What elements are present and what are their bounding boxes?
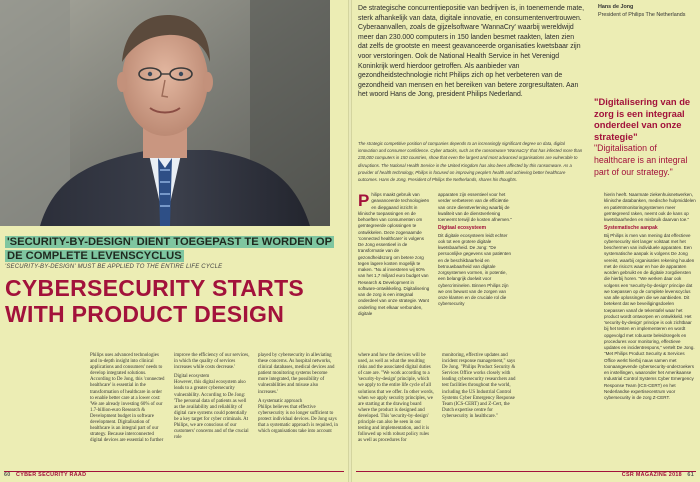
paragraph: played by cybersecurity in alleviating these concerns. As hospital networks, clinical databases, medical devices and patient monitoring systems become more integrated, the possibility of vulnerabilities and misuse also increases.' <box>258 353 335 395</box>
intro-paragraph-english: The strategic competitive position of companies depends to an increasingly significant degree on data, digital innovation and consumer confidence. Cyber attacks, such as the ransomware 'WannaCry' that has infected more than 230,000 computers in 150 countries, show that even the largest and most advanced organisations are vulnerable to disruptions. The National Health Service in the United Kingdom has also been affected by this ransomware. As a provider of health technology, Philips is focused on improving people's health and achieving better healthcare outcomes. Hans de Jong, President of Philips the Netherlands, shares his thoughts. <box>358 141 583 183</box>
article-headline: CYBERSECURITY STARTS WITH PRODUCT DESIGN <box>5 275 305 327</box>
byline-role: President of Philips The Netherlands <box>598 12 686 18</box>
paragraph: where and how the devices will be used, as well as what the resulting risks and the associated digital duties of care are. "We work according to a 'security-by-design' principle, which we apply to the entire life cycle of all solutions that we offer. In other words, when we apply security principles, we are starting at the drawing board where the product is designed and developed. This 'security-by-design' principle can also be seen in our testing and implementation, and it is followed up with robust policy rules as well as procedures for <box>358 353 434 444</box>
dutch-column-3 <box>604 192 696 403</box>
magazine-name: CSR MAGAZINE 2018 <box>621 472 682 478</box>
drop-cap: P <box>358 191 370 210</box>
left-page <box>0 0 348 482</box>
pull-quote <box>594 96 694 178</box>
subheading-systematic-approach: Systematische aanpak <box>604 225 658 232</box>
right-page <box>352 0 700 482</box>
paragraph: apparaten zijn essentieel voor het verder verbeteren van de efficiëntie van onze dienstverlening waarbij de kwaliteit van de dienstverlening toeneemt terwijl de kosten afnemen." <box>438 192 512 222</box>
folio-right <box>622 472 694 478</box>
english-column-2 <box>174 353 250 444</box>
paragraph: Bij Philips is men van mening dat effectieve cybersecurity niet langer volstaat met het beschermen van individuele apparaten. Een systematische aanpak is volgens De Jong vereist, waarbij organisaties rekening houden met de risico's waar en hoe de apparaten worden gebruikt en de digitale zorgdiensten die hierbij horen. "We werken daar ook volgens een 'security-by-design' principe dat we toepassen op de complete levenscyclus van alle oplossingen die we aanbieden. Dit betekent dat we beveiligingsdoelen toepassen vanaf de tekentafel waar het product wordt ontworpen en ontwikkeld. Het 'security-by-design' principe is ook zichtbaar bij het testen en implementeren en wordt opgevolgd met robuuste beleidsregels en procedures voor monitoring, effectieve updates en incidentrespons," vertelt De Jong. "Met Philips Product Security & Services Office werkt hierbij nauw samen met toonaangevende cybersecurity-onderzoekers en instellingen, waaronder het Amerikaanse Industrial Control Systems Cyber Emergency Response Team (ICS-CERT) en het Nederlandse expertisecentrum voor cybersecurity in de zorg Z-CERT. <box>604 232 695 400</box>
dutch-column-1 <box>358 192 430 319</box>
portrait-illustration <box>0 0 330 226</box>
dutch-column-2 <box>438 192 514 310</box>
paragraph: Digital ecosystem However, this digital ecosystem also leads to a greater cybersecurity vulnerability. According to De Jong: 'The personal data of patients as well as the availability and reliability of digital care systems could potentially be a key target for cyber criminals. At Philips, we are conscious of our customers' concerns and of the crucial role <box>174 374 249 441</box>
kicker-text: 'SECURITY-BY-DESIGN' DIENT TOEGEPAST TE WORDEN OP DE COMPLETE LEVENSCYCLUS <box>7 236 333 262</box>
english-column-3 <box>258 353 338 438</box>
english-column-5 <box>442 353 518 423</box>
paragraph: A systematic approach Philips believes that effective cybersecurity is no longer sufficient to protect individual devices. De Jong says that a systematic approach is required, in which organisations take into account <box>258 398 338 435</box>
paragraph: hierin heeft. Naarmate ziekenhuisnetwerken, klinische databanken, medische hulpmiddelen en patiëntmonitoringsystemen meer geïntegreerd raken, neemt ook de kans op kwetsbaarheden en misbruik daarvan toe." <box>604 192 696 222</box>
kicker-english: 'SECURITY-BY-DESIGN' MUST BE APPLIED TO THE ENTIRE LIFE CYCLE <box>5 264 223 270</box>
page-number: 61 <box>687 472 694 478</box>
magazine-name: CYBER SECURITY RAAD <box>16 472 87 478</box>
byline-name: Hans de Jong <box>598 4 634 10</box>
paragraph: Philips uses advanced technologies and in-depth insight into clinical applications and consumers' needs to develop integrated solutions. According to De Jong, this 'connected healthcare' is essential in the transformation of healthcare in order to enable better care at a lower cost: 'We are already investing 60% of our 1.7-billion-euro Research & Development budget in software development. Digitalisation of healthcare is an integral part of our strategy. Because interconnected digital devices are essential to further <box>90 353 165 444</box>
english-column-4 <box>358 353 434 447</box>
subheading-digital-ecosystem: Digitaal ecosysteem <box>438 225 487 232</box>
kicker-dutch <box>5 236 335 263</box>
page-number: 60 <box>4 472 11 478</box>
paragraph-text: hilips maakt gebruik van geavanceerde technologieën en diepgaand inzicht in klinische toepassingen en de behoeften van consumenten om geïntegreerde oplossingen te ontwikkelen. Deze zogenaamde 'connected healthcare' is volgens De Jong essentieel in de transformatie van de gezondheidszorg om betere zorg tegen lagere kosten mogelijk te maken. "Nu al investeren wij 60% van het 1,7 miljard euro budget van Research & Development in software-ontwikkeling. Digitalisering van de zorg is een integraal onderdeel van onze strategie. Want onderling met elkaar verbonden, digitale <box>358 192 430 316</box>
paragraph: monitoring, effective updates and incident response management," says De Jong. "Philips Product Security & Services Office works closely with leading cybersecurity researchers and test facilities throughout the world, including the US Industrial Control Systems Cyber Emergency Response Team (ICS-CERT) and Z-Cert, the Dutch expertise centre for cybersecurity in healthcare." <box>442 353 516 419</box>
intro-paragraph-dutch: De strategische concurrentiepositie van bedrijven is, in toenemende mate, sterk afhankelijk van data, digitale innovatie, en consumentenvertrouwen. Cyberaanvallen, zoals de gijzelsoftware 'WannaCry' waarbij wereldwijd meer dan 230.000 computers in 150 landen besmet raakten, laten zien dat zelfs de grootste en meest geavanceerde organisaties kwetsbaar zijn voor verstoringen. Ook de National Health Service in het Verenigd Koninkrijk werd hierdoor getroffen. Als aanbieder van gezondheidstechnologie richt Philips zich op het verbeteren van de gezondheid van mensen en het bereiken van betere zorgresultaten. Aan het woord Hans de Jong, president Philips Nederland. <box>358 5 584 99</box>
paragraph: improve the efficiency of our services, in which the quality of services increases while costs decrease.' <box>174 353 250 371</box>
paragraph: Dit digitale ecosysteem leidt echter ook tot een grotere digitale kwetsbaarheid. De Jong: "De persoonlijke gegevens van patiënten en de beschikbaarheid en betrouwbaarheid van digitale zorgsystemen vormen, in potentie, een belangrijk doelwit voor cybercriminelen. Binnen Philips zijn we ons bewust van de zorgen van onze klanten en de cruciale rol die cybersecurity <box>438 232 512 307</box>
english-column-1 <box>90 353 166 447</box>
folio-left <box>4 472 86 478</box>
portrait-photo <box>0 0 330 226</box>
pull-quote-english: "Digitalisation of healthcare is an integral part of our strategy." <box>594 143 688 177</box>
pull-quote-dutch: "Digitalisering van de zorg is een integraal onderdeel van onze strategie" <box>594 96 691 142</box>
paragraph <box>358 192 430 317</box>
